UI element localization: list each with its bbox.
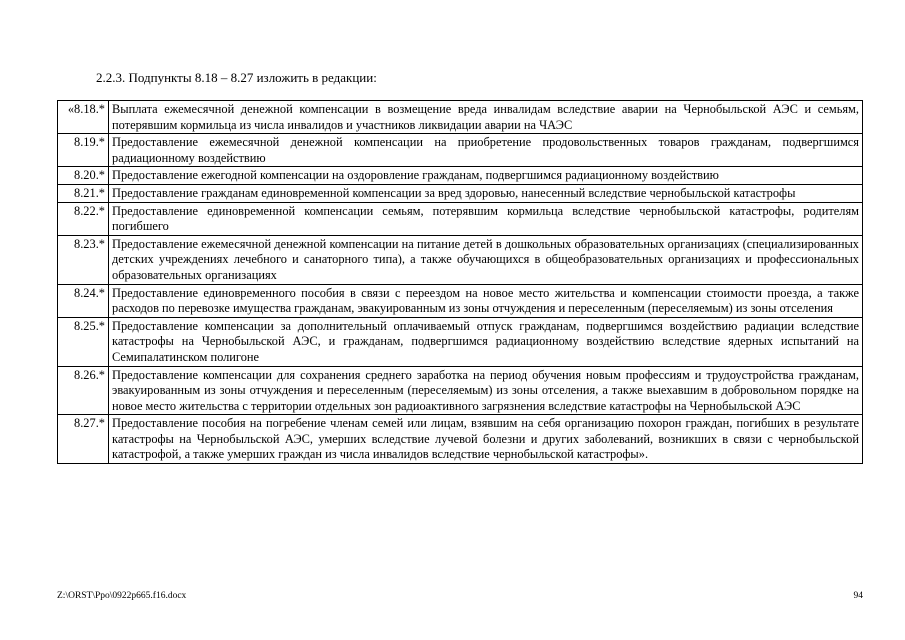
row-text: Предоставление ежегодной компенсации на оздоровление гражданам, подвергшимся радиационному воздействию — [109, 167, 863, 185]
row-text: Предоставление гражданам единовременной компенсации за вред здоровью, нанесенный вследствие чернобыльской катастрофы — [109, 184, 863, 202]
table-row — [58, 415, 863, 464]
section-heading: 2.2.3. Подпункты 8.18 – 8.27 изложить в редакции: — [96, 70, 377, 85]
row-number: 8.22.* — [58, 202, 109, 235]
row-number: 8.26.* — [58, 366, 109, 415]
table-row — [58, 284, 863, 317]
row-number: 8.27.* — [58, 415, 109, 464]
row-number: 8.25.* — [58, 317, 109, 366]
document-file-path: Z:\ORST\Ppo\0922p665.f16.docx — [57, 591, 187, 601]
row-text: Предоставление компенсации для сохранения среднего заработка на период обучения новым профессиям и трудоустройства гражданам, эвакуированным из зоны отчуждения и переселенным (переселяемым) из зоны отселения, а также выехавшим в добровольном порядке на новое место жительства с территории отдельных зон радиоактивного загрязнения вследствие катастрофы на Чернобыльской АЭС — [109, 366, 863, 415]
table-row — [58, 134, 863, 167]
table-row — [58, 235, 863, 284]
row-number: 8.24.* — [58, 284, 109, 317]
table-row — [58, 184, 863, 202]
row-text: Предоставление ежемесячной денежной компенсации на приобретение продовольственных товаров гражданам, подвергшимся радиационному воздействию — [109, 134, 863, 167]
row-text: Выплата ежемесячной денежной компенсации в возмещение вреда инвалидам вследствие аварии на Чернобыльской АЭС и семьям, потерявшим кормильца из числа инвалидов и участников ликвидации аварии на ЧАЭС — [109, 101, 863, 134]
row-text: Предоставление ежемесячной денежной компенсации на питание детей в дошкольных образовательных организациях (специализированных детских учреждениях лечебного и санаторного типа), а также обучающихся в общеобразовательных организациях и профессиональных образовательных организациях — [109, 235, 863, 284]
row-number: «8.18.* — [58, 101, 109, 134]
table-row — [58, 101, 863, 134]
table-row — [58, 366, 863, 415]
row-number: 8.19.* — [58, 134, 109, 167]
row-number: 8.23.* — [58, 235, 109, 284]
row-number: 8.21.* — [58, 184, 109, 202]
row-text: Предоставление единовременного пособия в связи с переездом на новое место жительства и компенсации стоимости проезда, а также расходов по перевозке имущества гражданам, эвакуированным из зоны отчуждения и переселенным (переселяемым) из зоны отселения — [109, 284, 863, 317]
page-number: 94 — [853, 591, 863, 601]
amendment-table — [57, 100, 863, 464]
row-text: Предоставление компенсации за дополнительный оплачиваемый отпуск гражданам, подвергшимся воздействию радиации вследствие катастрофы на Чернобыльской АЭС, и гражданам, подвергшимся радиационному воздействию вследствие ядерных испытаний на Семипалатинском полигоне — [109, 317, 863, 366]
row-text: Предоставление пособия на погребение членам семей или лицам, взявшим на себя организацию похорон граждан, погибших в результате катастрофы на Чернобыльской АЭС, умерших вследствие лучевой болезни и других заболеваний, возникших в связи с чернобыльской катастрофой, а также умерших граждан из числа инвалидов вследствие чернобыльской катастрофы». — [109, 415, 863, 464]
table-row — [58, 317, 863, 366]
row-number: 8.20.* — [58, 167, 109, 185]
table-row — [58, 167, 863, 185]
row-text: Предоставление единовременной компенсации семьям, потерявшим кормильца вследствие чернобыльской катастрофы, родителям погибшего — [109, 202, 863, 235]
table-row — [58, 202, 863, 235]
